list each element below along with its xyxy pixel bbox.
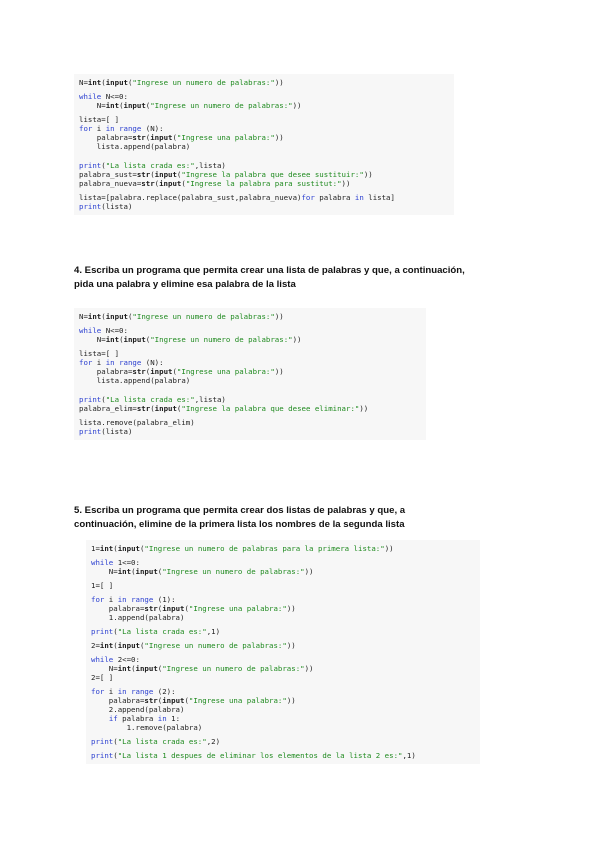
code-line: lista.remove(palabra_elim)	[79, 418, 195, 427]
code-line: print(lista)	[79, 427, 133, 436]
code-line: for i in range (1):	[91, 595, 176, 604]
code-line: while 2<=0:	[91, 655, 140, 664]
code-line: palabra_elim=str(input("Ingrese la palabra que desee eliminar:"))	[79, 404, 369, 413]
code-line: palabra=str(input("Ingrese una palabra:"))	[79, 367, 284, 376]
code-line: while N<=0:	[79, 326, 128, 335]
code-line: 2=[ ]	[91, 673, 114, 682]
code-block-1	[74, 74, 454, 215]
code-line: lista=[ ]	[79, 349, 120, 358]
code-line: if palabra in 1:	[108, 714, 181, 723]
heading-exercise-5	[74, 504, 544, 532]
code-line: 1=int(input("Ingrese un numero de palabras para la primera lista:"))	[91, 544, 394, 553]
code-line: N=int(input("Ingrese un numero de palabras:"))	[79, 78, 284, 87]
code-line: N=int(input("Ingrese un numero de palabras:"))	[79, 101, 302, 110]
heading-4-line-1: 4. Escriba un programa que permita crear una lista de palabras y que, a continuación,	[74, 265, 465, 276]
code-line: for i in range (N):	[79, 358, 164, 367]
code-line: lista.append(palabra)	[79, 142, 191, 151]
code-line: for i in range (N):	[79, 124, 164, 133]
heading-5-line-2: continuación, elimine de la primera lista los nombres de la segunda lista	[74, 519, 405, 530]
code-line: N=int(input("Ingrese un numero de palabras:"))	[91, 664, 314, 673]
code-line: while 1<=0:	[91, 558, 140, 567]
code-line: print("La lista crada es:",2)	[91, 737, 221, 746]
code-line: palabra=str(input("Ingrese una palabra:"))	[91, 604, 296, 613]
heading-exercise-4	[74, 264, 544, 292]
code-line: 1.remove(palabra)	[91, 723, 203, 732]
code-line: 1=[ ]	[91, 581, 114, 590]
code-block-2	[74, 308, 426, 440]
code-line: N=int(input("Ingrese un numero de palabras:"))	[79, 335, 302, 344]
code-line: print(lista)	[79, 202, 133, 211]
code-block-3	[86, 540, 480, 764]
code-line: 1.append(palabra)	[91, 613, 185, 622]
code-line: palabra_sust=str(input("Ingrese la palabra que desee sustituir:"))	[79, 170, 373, 179]
code-line: palabra_nueva=str(input("Ingrese la palabra para sustitut:"))	[79, 179, 351, 188]
code-line: 2.append(palabra)	[91, 705, 185, 714]
heading-5-line-1: 5. Escriba un programa que permita crear dos listas de palabras y que, a	[74, 505, 406, 516]
code-line: lista.append(palabra)	[79, 376, 191, 385]
code-line: for i in range (2):	[91, 687, 176, 696]
code-line: print("La lista crada es:",1)	[91, 627, 221, 636]
code-line: print("La lista crada es:",lista)	[79, 395, 226, 404]
code-line: while N<=0:	[79, 92, 128, 101]
heading-4-line-2: pida una palabra y elimine esa palabra de la lista	[74, 279, 296, 290]
code-line: print("La lista 1 despues de eliminar los elementos de la lista 2 es:",1)	[91, 751, 416, 760]
code-line: palabra=str(input("Ingrese una palabra:"))	[79, 133, 284, 142]
code-line: lista=[palabra.replace(palabra_sust,palabra_nueva)for palabra in lista]	[79, 193, 395, 202]
code-line: print("La lista crada es:",lista)	[79, 161, 226, 170]
code-line: lista=[ ]	[79, 115, 120, 124]
code-line: N=int(input("Ingrese un numero de palabras:"))	[91, 567, 314, 576]
code-line: 2=int(input("Ingrese un numero de palabras:"))	[91, 641, 296, 650]
code-line: N=int(input("Ingrese un numero de palabras:"))	[79, 312, 284, 321]
code-line: palabra=str(input("Ingrese una palabra:"))	[91, 696, 296, 705]
